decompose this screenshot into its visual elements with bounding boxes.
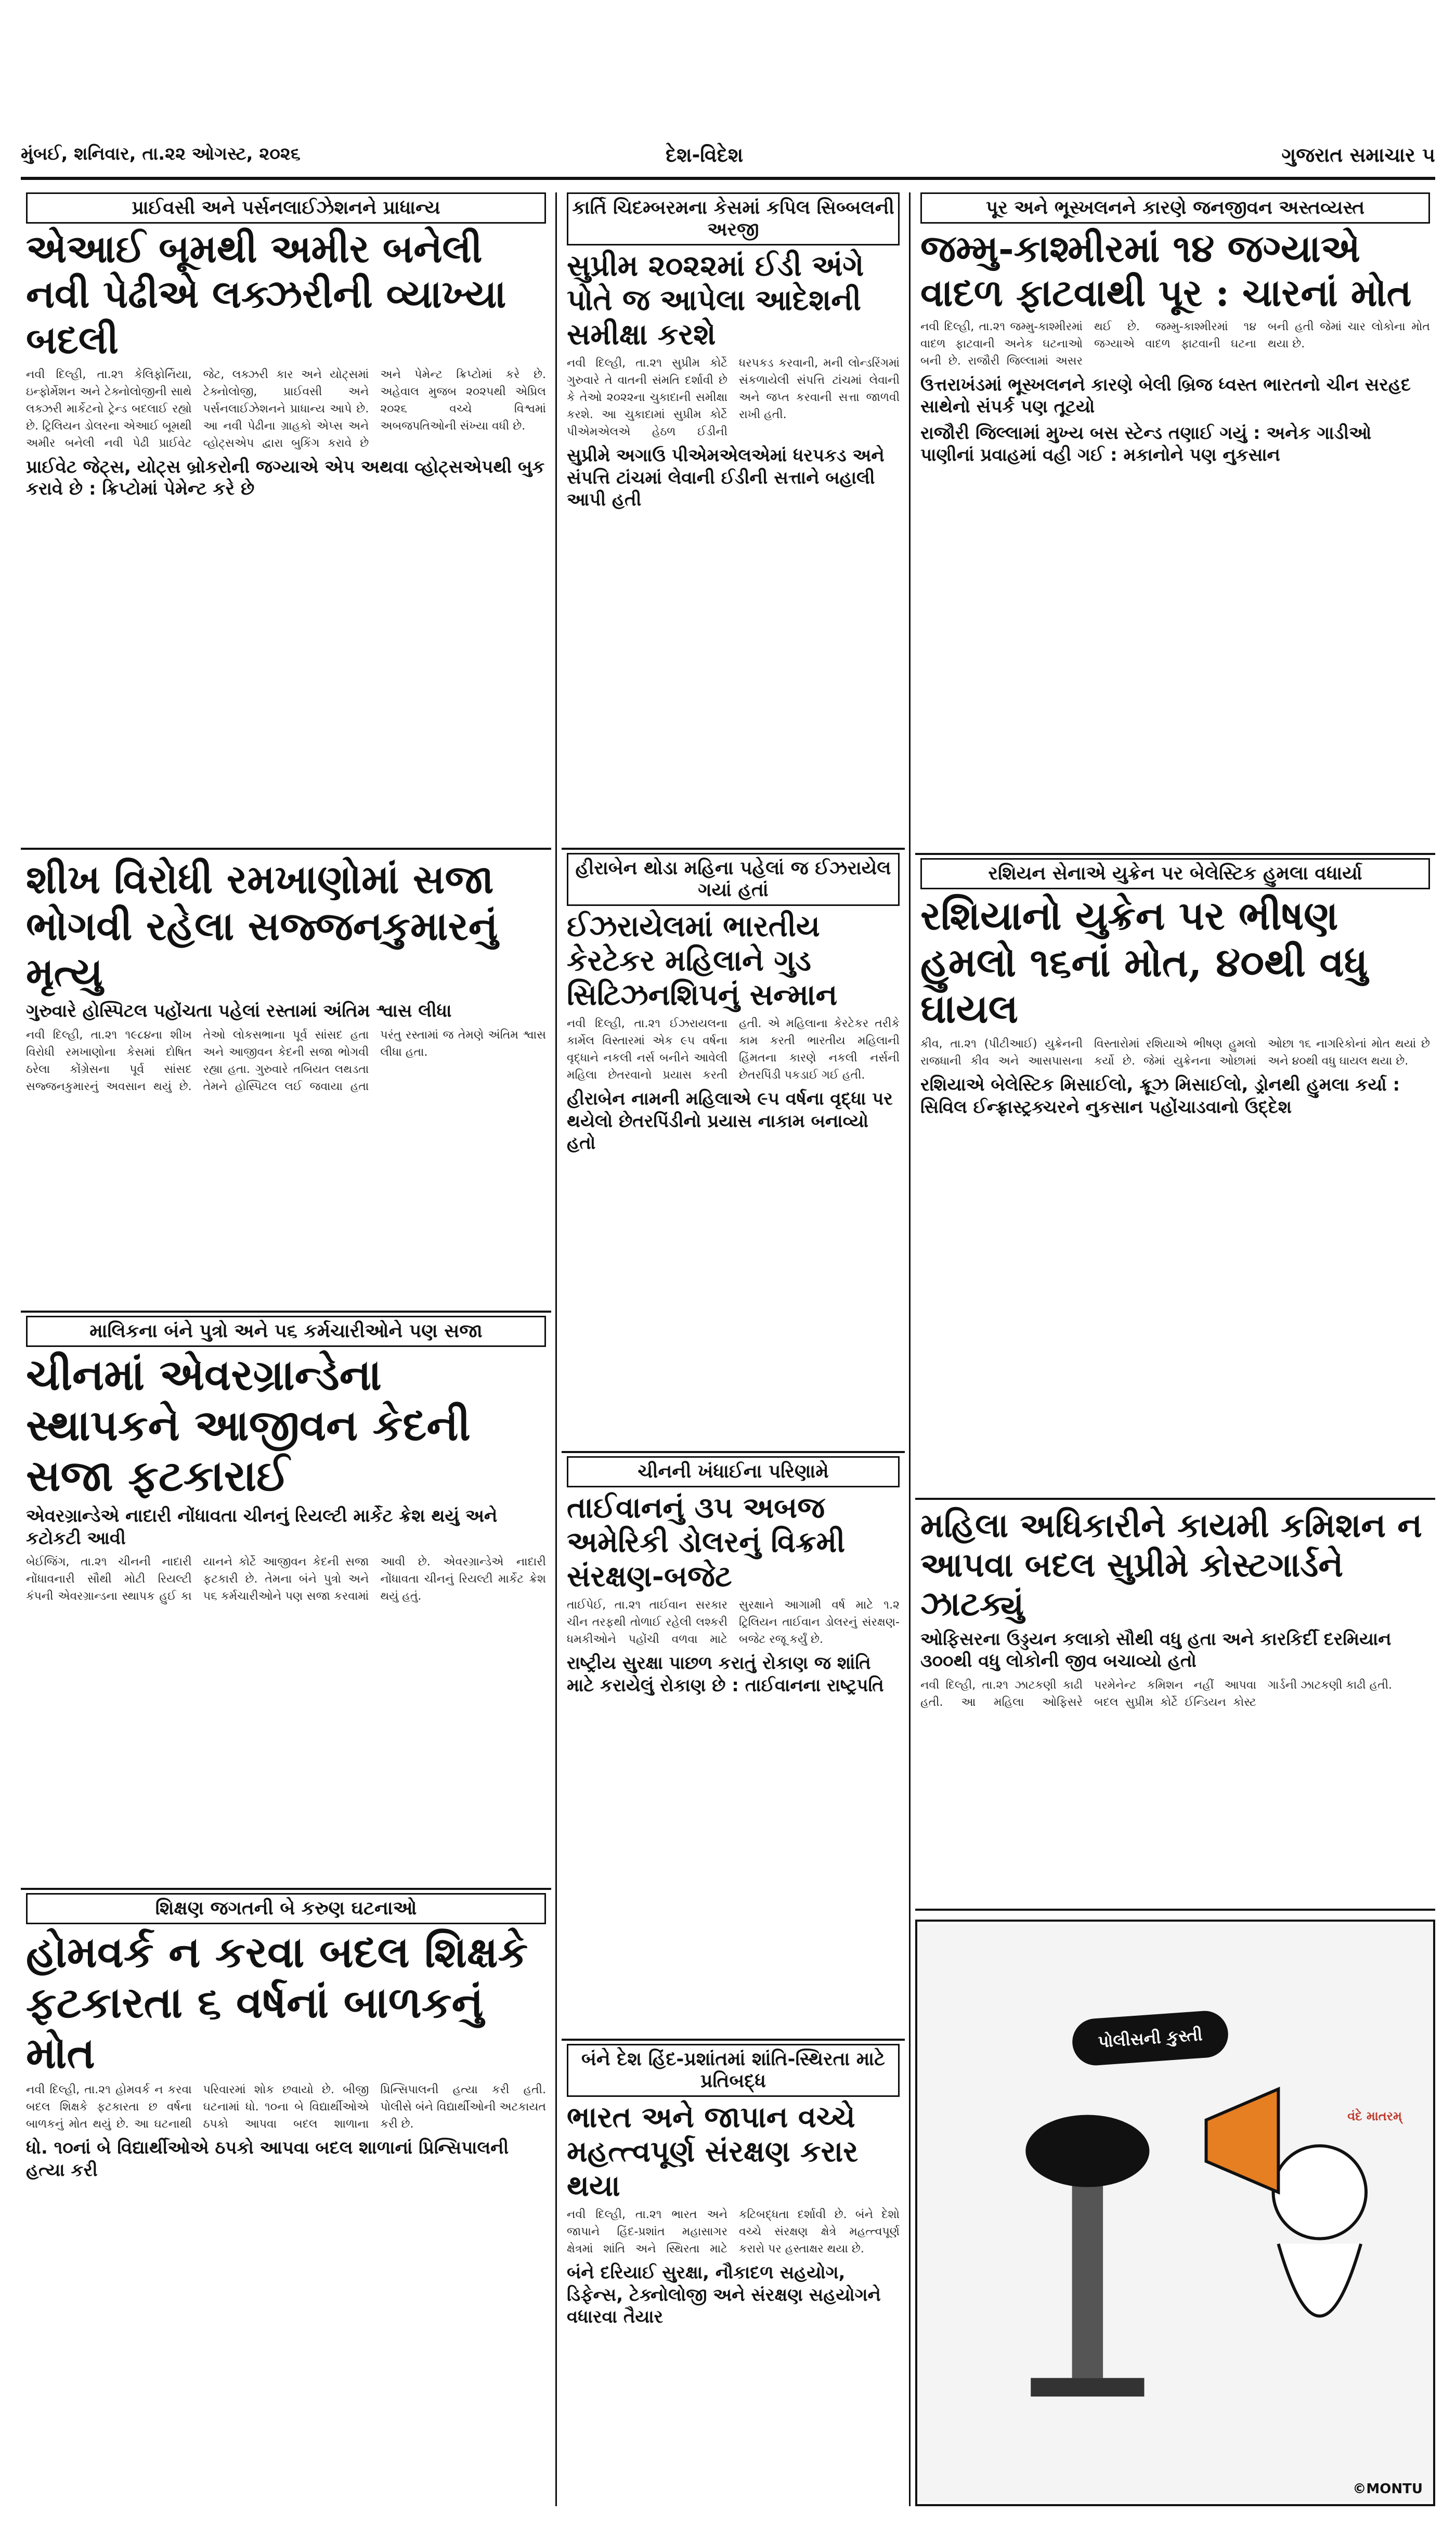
- section-title: દેશ-વિદેશ: [666, 144, 744, 166]
- story-headline: ઈઝરાયેલમાં ભારતીય કેરટેકર મહિલાને ગુડ સિટિઝનશિપનું સન્માન: [567, 909, 838, 1013]
- story-evergrande[interactable]: [21, 1316, 551, 1890]
- story-headline: મહિલા અધિકારીને કાયમી કમિશન ન આપવા બદલ સુપ્રીમે કોસ્ટગાર્ડને ઝાટક્યું: [920, 1506, 1422, 1624]
- story-subhead: ધો. ૧૦નાં બે વિદ્યાર્થીઓએ ઠપકો આપવા બદલ શાળાનાં પ્રિન્સિપાલની હત્યા કરી: [26, 2137, 509, 2181]
- story-body: કીવ, તા.૨૧ (પીટીઆઈ) યુક્રેનની રાજધાની કીવ અને આસપાસના વિસ્તારોમાં રશિયાએ ભીષણ હુમલો કર્યો છે. જેમાં યુક્રેનના ઓછામાં ઓછા ૧૬ નાગરિકોનાં મોત થયાં છે અને ૪૦થી વધુ ઘાયલ થયા છે.: [920, 1038, 1430, 1068]
- story-kicker: કાર્તિ ચિદમ્બરમના કેસમાં કપિલ સિબ્બલની અરજી: [567, 192, 900, 245]
- story-subhead-secondary: રાજૌરી જિલ્લામાં મુખ્ય બસ સ્ટેન્ડ તણાઈ ગયું : અનેક ગાડીઓ પાણીનાં પ્રવાહમાં વહી ગઈ : મકાનોને પણ નુકસાન: [920, 422, 1372, 466]
- story-body: નવી દિલ્હી, તા.૨૧ ઈઝરાયલના કાર્મેલ વિસ્તારમાં એક ૯૫ વર્ષના વૃદ્ધાને નકલી નર્સ બનીને આવેલી મહિલા છેતરવાનો પ્રયાસ કરતી હતી. એ મહિલાના કેરટેકર તરીકે કામ કરતી ભારતીય મહિલાની હિંમતના કારણે નકલી નર્સની છેતરપિંડી પકડાઈ ગઈ હતી.: [567, 1017, 900, 1082]
- story-kicker: ચીનની ખંધાઈના પરિણામે: [567, 1456, 900, 1487]
- left-column: [21, 192, 551, 2506]
- story-kicker: રશિયન સેનાએ યુક્રેન પર બેલેસ્ટિક હુમલા વધાર્યા: [920, 858, 1430, 889]
- story-supreme-ed[interactable]: [562, 192, 905, 850]
- story-sajjan-kumar[interactable]: [21, 853, 551, 1313]
- story-subhead: ઓફિસરના ઉડ્ડયન કલાકો સૌથી વધુ હતા અને કારકિર્દી દરમિયાન ૩૦૦થી વધુ લોકોની જીવ બચાવ્યો હતો: [920, 1628, 1392, 1672]
- story-coastguard[interactable]: [915, 1503, 1435, 1911]
- story-ai-luxury[interactable]: [21, 192, 551, 850]
- story-israel-caretaker[interactable]: [562, 853, 905, 1453]
- story-body: નવી દિલ્હી, તા.૨૧ સુપ્રીમ કોર્ટે ગુરુવારે તે વાતની સંમતિ દર્શાવી છે કે તેઓ ૨૦૨૨ના ચુકાદાની સમીક્ષા કરશે. આ ચુકાદામાં સુપ્રીમ કોર્ટે પીએમએલએ હેઠળ ઈડીની ધરપકડ કરવાની, મની લોન્ડરિંગમાં સંકળાયેલી સંપત્તિ ટાંચમાં લેવાની અને જપ્ત કરવાની સત્તા જાળવી રાખી હતી.: [567, 357, 900, 439]
- story-headline: ચીનમાં એવરગ્રાન્ડેના સ્થાપકને આજીવન કેદની સજા ફટકારાઈ: [26, 1350, 471, 1501]
- story-subhead: ગુરુવારે હોસ્પિટલ પહોંચતા પહેલાં રસ્તામાં અંતિમ શ્વાસ લીધા: [26, 1001, 452, 1022]
- story-homework[interactable]: [21, 1893, 551, 2507]
- story-kicker: શિક્ષણ જગતની બે કરુણ ઘટનાઓ: [26, 1893, 546, 1924]
- story-headline: શીખ વિરોધી રમખાણોમાં સજા ભોગવી રહેલા સજ્જનકુમારનું મૃત્યુ: [26, 856, 498, 996]
- story-kicker: પ્રાઈવસી અને પર્સનલાઈઝેશનને પ્રાધાન્ય: [26, 192, 546, 224]
- story-headline: જમ્મુ-કાશ્મીરમાં ૧૪ જગ્યાએ વાદળ ફાટવાથી પૂર : ચારનાં મોત: [920, 226, 1412, 315]
- column-divider: [555, 192, 557, 2506]
- newspaper-brand: ગુજરાત સમાચાર ૫: [1281, 144, 1435, 166]
- issue-date: મુંબઈ, શનિવાર, તા.૨૨ ઓગસ્ટ, ૨૦૨૬: [21, 144, 301, 164]
- story-russia-ukraine[interactable]: [915, 858, 1435, 1500]
- story-kicker: બંને દેશ હિંદ-પ્રશાંતમાં શાંતિ-સ્થિરતા માટે પ્રતિબદ્ધ: [567, 2044, 900, 2097]
- masthead: [21, 140, 1435, 180]
- middle-column: [562, 192, 905, 2506]
- story-kicker: હીરાબેન થોડા મહિના પહેલાં જ ઈઝરાયેલ ગયાં હતાં: [567, 853, 900, 906]
- story-body: નવી દિલ્હી, તા.૨૧ ઝાટકણી કાઢી હતી. આ મહિલા ઓફિસરે પરમેનેન્ટ કમિશન નહીં આપવા બદલ સુપ્રીમ કોર્ટે ઈન્ડિયન કોસ્ટ ગાર્ડની ઝાટકણી કાઢી હતી.: [920, 1678, 1393, 1709]
- story-headline: સુપ્રીમ ૨૦૨૨માં ઈડી અંગે પોતે જ આપેલા આદેશની સમીક્ષા કરશે: [567, 249, 864, 352]
- story-body: નવી દિલ્હી, તા.૨૧ ભારત અને જાપાને હિંદ-પ્રશાંત મહાસાગર ક્ષેત્રમાં શાંતિ અને સ્થિરતા માટે કટિબદ્ધતા દર્શાવી છે. બંને દેશો વચ્ચે સંરક્ષણ ક્ષેત્રે મહત્ત્વપૂર્ણ કરારો પર હસ્તાક્ષર થયા છે.: [567, 2208, 900, 2256]
- story-body: બેઈજિંગ, તા.૨૧ ચીનની નાદારી નોંધાવનારી સૌથી મોટી રિયલ્ટી કંપની એવરગ્રાન્ડના સ્થાપક હુઈ કા યાનને કોર્ટે આજીવન કેદની સજા ફટકારી છે. તેમના બંને પુત્રો અને ૫૬ કર્મચારીઓને પણ સજા કરવામાં આવી છે. એવરગ્રાન્ડેએ નાદારી નોંધાવતા ચીનનું રિયલ્ટી માર્કેટ ક્રેશ થયું હતું.: [26, 1556, 546, 1603]
- cartoon-banner: પોલીસની કુસ્તી: [1071, 2010, 1230, 2067]
- story-subhead: રશિયાએ બેલેસ્ટિક મિસાઈલો, ક્રૂઝ મિસાઈલો, ડ્રોનથી હુમલા કર્યા : સિવિલ ઈન્ફ્રાસ્ટ્રક્ચરને નુકસાન પહોંચાડવાનો ઉદ્દેશ: [920, 1074, 1400, 1118]
- story-headline: ભારત અને જાપાન વચ્ચે મહત્ત્વપૂર્ણ સંરક્ષણ કરાર થયા: [567, 2100, 859, 2204]
- story-body: નવી દિલ્હી, તા.૨૧ કેલિફોર્નિયા, ઇન્ફોર્મેશન અને ટેક્નોલોજીની સાથે લક્ઝરી માર્કેટનો ટ્રેન્ડ બદલાઈ રહ્યો છે. ટ્રિલિયન ડોલરના એઆઈ બૂમથી અમીર બનેલી નવી પેઢી પ્રાઈવેટ જેટ, લક્ઝરી કાર અને યોટ્સમાં ટેક્નોલોજી, પ્રાઈવસી અને પર્સનલાઈઝેશનને પ્રાધાન્ય આપે છે. આ નવી પેઢીના ગ્રાહકો એપ્સ અને વ્હોટ્સએપ દ્વારા બુકિંગ કરાવે છે અને પેમેન્ટ ક્રિપ્ટોમાં કરે છે. અહેવાલ મુજબ ૨૦૨૫થી એપ્રિલ ૨૦૨૬ વચ્ચે વિશ્વમાં અબજપતિઓની સંખ્યા વધી છે.: [26, 368, 546, 450]
- story-subhead: ઉત્તરાખંડમાં ભૂસ્ખલનને કારણે બેલી બ્રિજ ધ્વસ્ત ભારતનો ચીન સરહદ સાથેનો સંપર્ક પણ તૂટયો: [920, 374, 1411, 418]
- story-body: નવી દિલ્હી, તા.૨૧ જમ્મુ-કાશ્મીરમાં વાદળ ફાટવાની અનેક ઘટનાઓ બની છે. રાજૌરી જિલ્લામાં અસર થઈ છે. જમ્મુ-કાશ્મીરમાં ૧૪ જગ્યાએ વાદળ ફાટવાની ઘટના બની હતી જેમાં ચાર લોકોના મોત થયા છે.: [920, 320, 1430, 368]
- story-subhead: બંને દરિયાઈ સુરક્ષા, નૌકાદળ સહયોગ, ડિફેન્સ, ટેક્નોલોજી અને સંરક્ષણ સહયોગને વધારવા તૈયાર: [567, 2262, 881, 2328]
- story-subhead: સુપ્રીમે અગાઉ પીએમએલએમાં ધરપકડ અને સંપત્તિ ટાંચમાં લેવાની ઈડીની સત્તાને બહાલી આપી હતી: [567, 445, 885, 511]
- story-taiwan-budget[interactable]: [562, 1456, 905, 2041]
- story-headline: તાઈવાનનું ૩૫ અબજ અમેરિકી ડોલરનું વિક્રમી સંરક્ષણ-બજેટ: [567, 1491, 846, 1594]
- story-kicker: માલિકના બંને પુત્રો અને ૫૬ કર્મચારીઓને પણ સજા: [26, 1316, 546, 1347]
- story-subhead: રાષ્ટ્રીય સુરક્ષા પાછળ કરાતું રોકાણ જ શાંતિ માટે કરાયેલું રોકાણ છે : તાઈવાનના રાષ્ટ્રપતિ: [567, 1653, 884, 1696]
- story-headline: હોમવર્ક ન કરવા બદલ શિક્ષકે ફટકારતા ૬ વર્ષનાં બાળકનું મોત: [26, 1927, 528, 2078]
- story-body: તાઈપેઈ, તા.૨૧ તાઈવાન સરકાર ચીન તરફથી તોળાઈ રહેલી લશ્કરી ધમકીઓને પહોંચી વળવા માટે સુરક્ષાને આગામી વર્ષ માટે ૧.૨ ટ્રિલિયન તાઈવાન ડોલરનું સંરક્ષણ-બજેટ રજૂ કર્યું છે.: [567, 1599, 900, 1647]
- story-kicker: પૂર અને ભૂસ્ખલનને કારણે જનજીવન અસ્તવ્યસ્ત: [920, 192, 1430, 224]
- column-divider: [909, 192, 911, 2506]
- cartoonist-signature: ©MONTU: [1353, 2481, 1423, 2497]
- right-column: [915, 192, 1435, 2506]
- story-body: નવી દિલ્હી, તા.૨૧ હોમવર્ક ન કરવા બદલ શિક્ષકે ફટકારતા છ વર્ષના બાળકનું મોત થયું છે. આ ઘટનાથી પરિવારમાં શોક છવાયો છે. બીજી ઘટનામાં ધો. ૧૦ના બે વિદ્યાર્થીઓએ ઠપકો આપવા બદલ શાળાના પ્રિન્સિપાલની હત્યા કરી હતી. પોલીસે બંને વિદ્યાર્થીઓની અટકાયત કરી છે.: [26, 2083, 546, 2131]
- editorial-cartoon: [915, 1920, 1435, 2506]
- story-headline: એઆઈ બૂમથી અમીર બનેલી નવી પેઢીએ લક્ઝરીની વ્યાખ્યા બદલી: [26, 227, 506, 362]
- story-body: નવી દિલ્હી, તા.૨૧ ૧૯૮૪ના શીખ વિરોધી રમખાણોના કેસમાં દોષિત ઠરેલા કોંગ્રેસના પૂર્વ સાંસદ સજ્જનકુમારનું અવસાન થયું છે. તેઓ લોકસભાના પૂર્વ સાંસદ હતા અને આજીવન કેદની સજા ભોગવી રહ્યા હતા. ગુરુવારે તબિયત લથડતા તેમને હોસ્પિટલ લઈ જવાયા હતા પરંતુ રસ્તામાં જ તેમણે અંતિમ શ્વાસ લીધા હતા.: [26, 1028, 546, 1093]
- story-india-japan[interactable]: [562, 2044, 905, 2507]
- story-headline: રશિયાનો યુક્રેન પર ભીષણ હુમલો ૧૬નાં મોત, ૪૦થી વધુ ઘાયલ: [920, 892, 1368, 1032]
- story-subhead: પ્રાઈવેટ જેટ્સ, યોટ્સ બ્રોકરોની જગ્યાએ એપ અથવા વ્હોટ્સએપથી બુક કરાવે છે : ક્રિપ્ટોમાં પેમેન્ટ કરે છે: [26, 456, 545, 500]
- story-jammu-cloudburst[interactable]: [915, 192, 1435, 855]
- cartoon-badge: વંદે માતરમ્: [1347, 2109, 1402, 2123]
- story-subhead: એવરગ્રાન્ડેએ નાદારી નોંધાવતા ચીનનું રિયલ્ટી માર્કેટ ક્રેશ થયું અને કટોકટી આવી: [26, 1506, 498, 1549]
- story-subhead: હીરાબેન નામની મહિલાએ ૯૫ વર્ષના વૃદ્ધા પર થયેલો છેતરપિંડીનો પ્રયાસ નાકામ બનાવ્યો હતો: [567, 1088, 893, 1154]
- cartoon-drawing: [917, 1922, 1433, 2504]
